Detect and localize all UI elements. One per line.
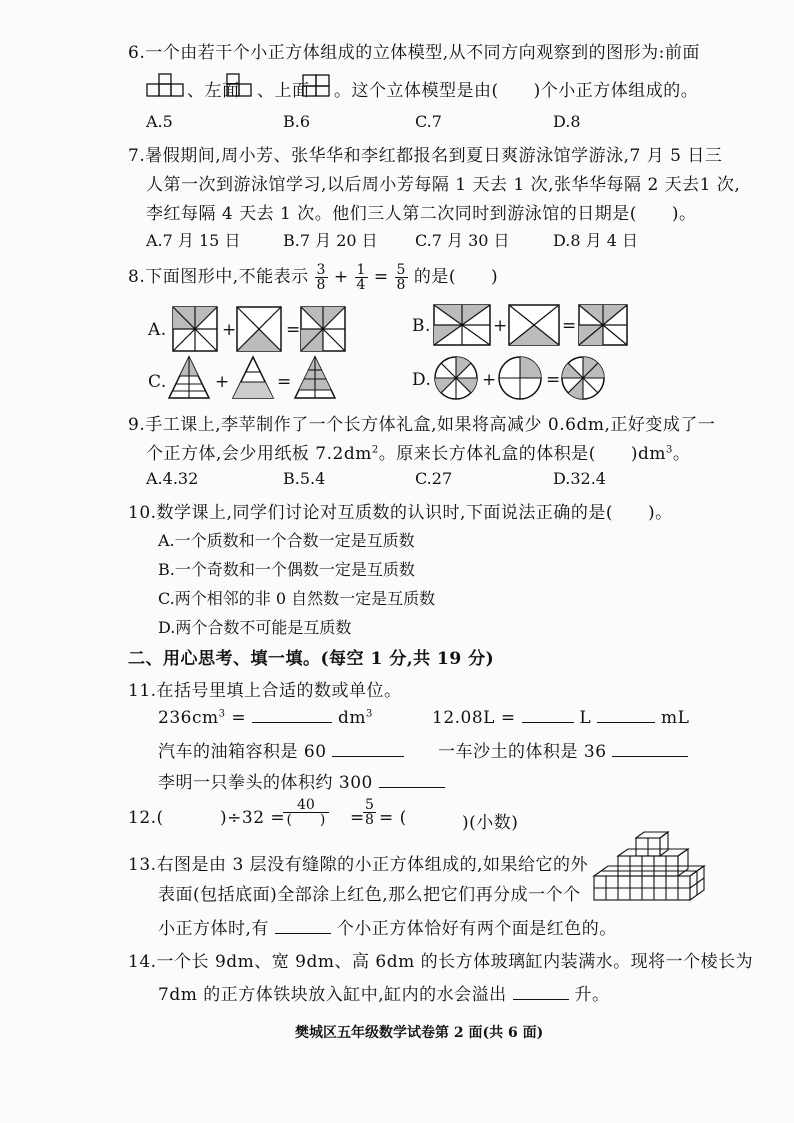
superscript-3: 3: [365, 708, 373, 720]
q7-option-a: A.7 月 15 日: [146, 231, 241, 250]
answer-blank[interactable]: [597, 706, 655, 723]
answer-blank[interactable]: [522, 706, 574, 723]
page-footer: 樊城区五年级数学试卷第 2 面(共 6 面): [295, 1025, 544, 1041]
answer-blank[interactable]: [252, 706, 332, 723]
q8-prefix: 8.下面图形中,不能表示: [128, 267, 309, 287]
q8c-triangle-1: [168, 356, 210, 400]
q6-option-b: B.6: [283, 112, 311, 131]
q8b-plus: +: [493, 316, 508, 336]
q12-fraction-40: [283, 798, 329, 827]
answer-blank[interactable]: [612, 740, 688, 757]
q8c-triangle-3: [294, 356, 336, 400]
q9-line2: [146, 439, 690, 464]
q6-option-c: C.7: [415, 112, 442, 131]
q8d-circle-2: [498, 356, 542, 400]
q6-option-d: D.8: [553, 112, 581, 131]
fraction-five-eighths: [395, 263, 408, 292]
q14-line2-part-a: 7dm 的正方体铁块放入缸中,缸内的水会溢出: [158, 985, 507, 1005]
answer-blank[interactable]: [332, 740, 404, 757]
q10-option-c: C.两个相邻的非 0 自然数一定是互质数: [158, 589, 436, 608]
fraction-one-quarter: [355, 263, 368, 292]
q8-label-c: C.: [148, 372, 167, 392]
frac-num: 40: [297, 797, 315, 813]
q12-equals-2: =: [350, 808, 365, 828]
frac-den: 8: [316, 277, 326, 293]
stacked-cubes-figure: [590, 830, 710, 904]
q8d-circle-3: [561, 356, 605, 400]
q9-line2-part-b: 。原来长方体礼盒的体积是( )dm: [378, 444, 667, 464]
equals-sign: =: [373, 267, 389, 287]
q10-option-d: D.两个合数不可能是互质数: [158, 618, 352, 637]
q8a-equals: =: [286, 320, 301, 340]
q8a-square-1: [172, 306, 218, 352]
q9-option-a: A.4.32: [146, 469, 199, 488]
q11a-value: 236cm: [158, 708, 219, 728]
q7-option-d: D.8 月 4 日: [553, 231, 638, 250]
q13-line2: 表面(包括底面)全部涂上红色,那么把它们再分成一个个: [158, 885, 581, 905]
superscript-2: 2: [371, 444, 379, 456]
q8c-plus: +: [215, 372, 230, 392]
q11-item-d: [438, 737, 688, 762]
frac-num: 3: [316, 262, 326, 278]
q8a-square-3: [300, 306, 346, 352]
q14-line1: 14.一个长 9dm、宽 9dm、高 6dm 的长方体玻璃缸内装满水。现将一个棱长为: [128, 952, 754, 972]
q10-option-a: A.一个质数和一个合数一定是互质数: [158, 531, 415, 550]
q8a-plus: +: [222, 320, 237, 340]
superscript-3: 3: [218, 708, 226, 720]
q11-item-e: [158, 768, 445, 793]
fraction-three-eighths: [315, 263, 328, 292]
q7-line2: 人第一次到游泳馆学习,以后周小芳每隔 1 天去 1 次,张华华每隔 2 天去1 次,: [146, 175, 741, 195]
q11e-text: 李明一只拳头的体积约 300: [158, 773, 373, 793]
q6-tail: 。这个立体模型是由( )个小正方体组成的。: [334, 81, 699, 101]
q11b-value: 12.08L =: [432, 708, 516, 728]
answer-blank[interactable]: [379, 771, 445, 788]
q13-line3: [158, 914, 617, 939]
q8d-equals: =: [546, 370, 561, 390]
frac-den: 8: [396, 277, 406, 293]
q8b-rect-1: [433, 304, 491, 346]
q13-line3-part-b: 个小正方体恰好有两个面是红色的。: [336, 919, 617, 939]
q8-label-b: B.: [412, 316, 431, 336]
q8b-rect-3: [578, 304, 628, 346]
q10-line1: 10.数学课上,同学们讨论对互质数的认识时,下面说法正确的是( )。: [128, 503, 673, 523]
q8b-equals: =: [562, 316, 577, 336]
superscript-3: 3: [666, 444, 673, 456]
frac-den-blank[interactable]: ( ): [283, 812, 329, 827]
q8-suffix: 的是( ): [413, 267, 499, 287]
answer-blank[interactable]: [275, 917, 331, 934]
q11-item-b: [432, 706, 689, 728]
q9-line2-part-c: 。: [672, 444, 691, 464]
q12-mid: )÷32 =: [220, 808, 286, 828]
q8c-equals: =: [277, 372, 292, 392]
q11d-text: 一车沙土的体积是 36: [438, 742, 607, 762]
q8a-square-2: [236, 306, 282, 352]
q11-item-a: [158, 706, 373, 728]
section-2-heading: 二、用心思考、填一填。(每空 1 分,共 19 分): [128, 649, 495, 669]
q8b-rect-2: [508, 304, 560, 346]
q13-line1: 13.右图是由 3 层没有缝隙的小正方体组成的,如果给它的外: [128, 855, 589, 875]
q11b-unit-l: L: [579, 708, 592, 728]
top-view-figure: [302, 74, 332, 98]
plus-sign: +: [333, 267, 349, 287]
fraction-forty-over-blank: [283, 798, 329, 827]
q8-label-a: A.: [148, 320, 167, 340]
frac-num: 1: [356, 262, 366, 278]
q11-title: 11.在括号里填上合适的数或单位。: [128, 681, 402, 701]
q7-option-b: B.7 月 20 日: [283, 231, 378, 250]
q11a-equals: =: [225, 708, 247, 728]
q9-option-b: B.5.4: [283, 469, 326, 488]
left-view-figure: [226, 74, 256, 98]
q8-stem: [128, 262, 498, 292]
q6-front-sep: 、左面: [187, 81, 240, 101]
q14-line2: [158, 980, 609, 1005]
q8d-circle-1: [434, 356, 478, 400]
q12-equals-3: = (: [379, 808, 407, 828]
q11b-unit-ml: mL: [661, 708, 690, 728]
q12-fraction-5-8: [363, 798, 376, 827]
q13-line3-part-a: 小正方体时,有: [158, 919, 269, 939]
q10-option-b: B.一个奇数和一个偶数一定是互质数: [158, 560, 415, 579]
q14-line2-part-b: 升。: [574, 985, 610, 1005]
frac-den: 4: [356, 277, 366, 293]
q6-line1: 6.一个由若干个小正方体组成的立体模型,从不同方向观察到的图形为:前面: [128, 43, 700, 63]
fraction-five-eighths: [363, 798, 376, 827]
frac-num: 5: [365, 797, 374, 813]
q11-item-c: [158, 737, 404, 762]
answer-blank[interactable]: [513, 983, 569, 1000]
q8d-plus: +: [482, 370, 497, 390]
q12-tail: )(小数): [462, 813, 519, 833]
q8-label-d: D.: [412, 370, 432, 390]
q7-line3: 李红每隔 4 天去 1 次。他们三人第二次同时到游泳馆的日期是( )。: [146, 204, 697, 224]
q7-option-c: C.7 月 30 日: [415, 231, 510, 250]
frac-den: 8: [365, 812, 374, 828]
front-view-figure: [146, 74, 186, 98]
q6-option-a: A.5: [146, 112, 173, 131]
q8c-triangle-2: [232, 356, 274, 400]
q12-open: 12.(: [128, 808, 164, 828]
q9-option-c: C.27: [415, 469, 453, 488]
q9-option-d: D.32.4: [553, 469, 606, 488]
q11c-text: 汽车的油箱容积是 60: [158, 742, 327, 762]
frac-num: 5: [396, 262, 406, 278]
q6-left-sep: 、上面: [257, 81, 310, 101]
q9-line1: 9.手工课上,李苹制作了一个长方体礼盒,如果将高减少 0.6dm,正好变成了一: [128, 415, 716, 435]
q9-line2-part-a: 个正方体,会少用纸板 7.2dm: [146, 444, 372, 464]
q7-line1: 7.暑假期间,周小芳、张华华和李红都报名到夏日爽游泳馆学游泳,7 月 5 日三: [128, 146, 723, 166]
q11a-unit: dm: [337, 708, 366, 728]
